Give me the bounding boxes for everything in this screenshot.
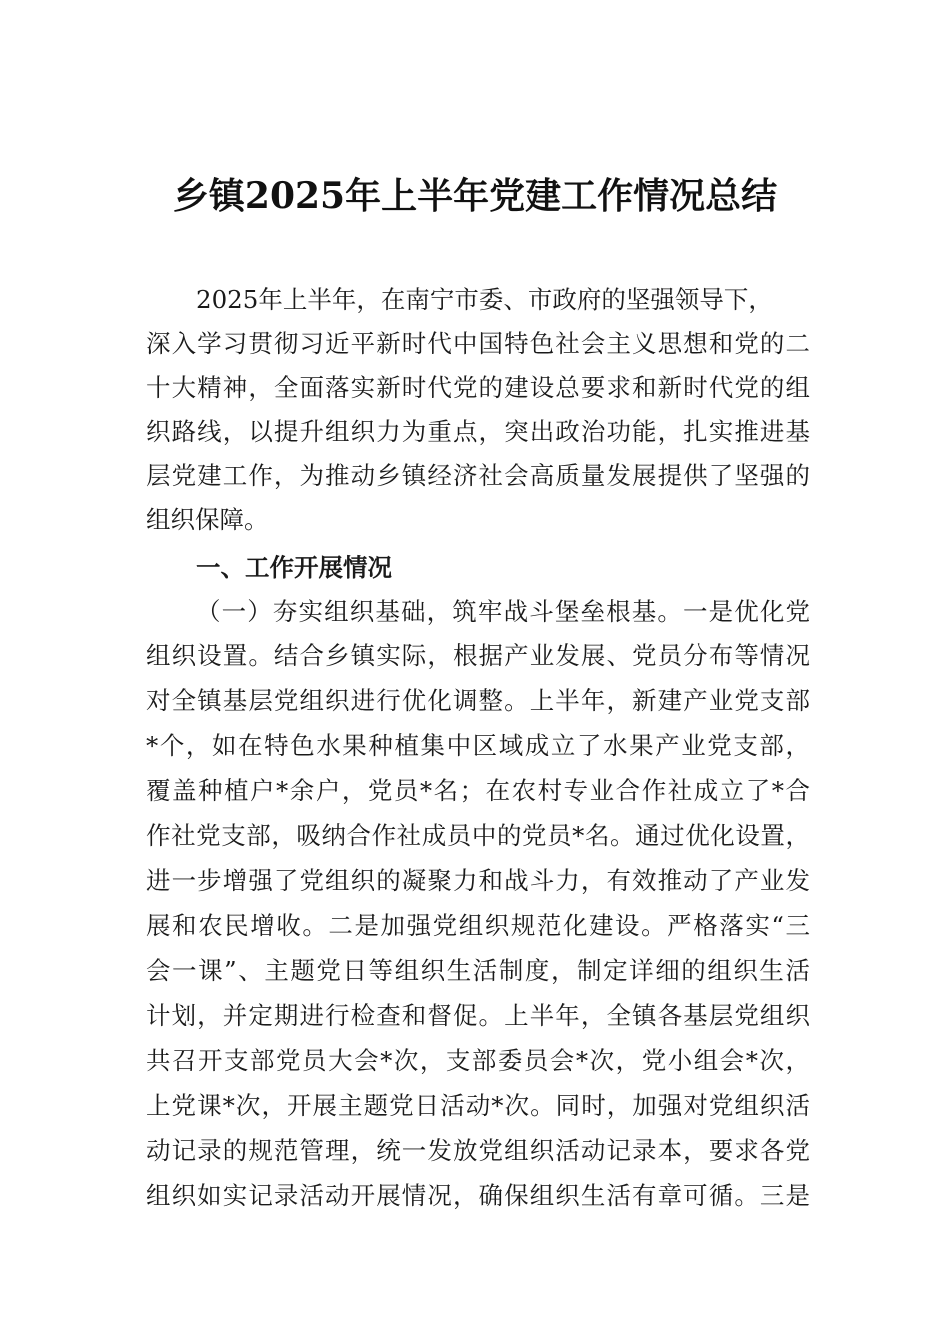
intro-line: 组织保障。 — [146, 505, 269, 534]
body-line: 覆盖种植户*余户，党员*名；在农村专业合作社成立了*合 — [146, 776, 810, 805]
body-line: 作社党支部，吸纳合作社成员中的党员*名。通过优化设置， — [146, 821, 810, 850]
body-line: 组织设置。结合乡镇实际，根据产业发展、党员分布等情况 — [146, 641, 810, 670]
section-heading: 一、工作开展情况 — [196, 553, 392, 582]
subsection-heading: （一）夯实组织基础，筑牢战斗堡垒根基。 — [196, 597, 683, 626]
body-line: 会一课”、主题党日等组织生活制度，制定详细的组织生活 — [146, 956, 810, 985]
document-title: 乡镇2025年上半年党建工作情况总结 — [172, 175, 778, 217]
subsection-first-line — [196, 590, 810, 634]
body-line: 进一步增强了党组织的凝聚力和战斗力，有效推动了产业发 — [146, 866, 810, 895]
intro-line: 层党建工作，为推动乡镇经济社会高质量发展提供了坚强的 — [146, 461, 810, 490]
body-line-fragment: 一是优化党 — [682, 597, 811, 626]
body-line: 计划，并定期进行检查和督促。上半年，全镇各基层党组织 — [146, 1001, 810, 1030]
body-line: 对全镇基层党组织进行优化调整。上半年，新建产业党支部 — [146, 686, 810, 715]
intro-line: 十大精神，全面落实新时代党的建设总要求和新时代党的组 — [146, 373, 810, 402]
body-line: 动记录的规范管理，统一发放党组织活动记录本，要求各党 — [146, 1136, 810, 1165]
body-line: 组织如实记录活动开展情况，确保组织生活有章可循。三是 — [146, 1181, 810, 1210]
intro-line: 2025年上半年，在南宁市委、市政府的坚强领导下， — [196, 285, 773, 314]
body-line: *个，如在特色水果种植集中区域成立了水果产业党支部， — [146, 731, 810, 760]
intro-line: 深入学习贯彻习近平新时代中国特色社会主义思想和党的二 — [146, 329, 810, 358]
body-line: 展和农民增收。二是加强党组织规范化建设。严格落实“三 — [146, 911, 810, 940]
body-line: 上党课*次，开展主题党日活动*次。同时，加强对党组织活 — [146, 1091, 810, 1120]
body-line: 共召开支部党员大会*次，支部委员会*次，党小组会*次， — [146, 1046, 810, 1075]
intro-line: 织路线，以提升组织力为重点，突出政治功能，扎实推进基 — [146, 417, 810, 446]
